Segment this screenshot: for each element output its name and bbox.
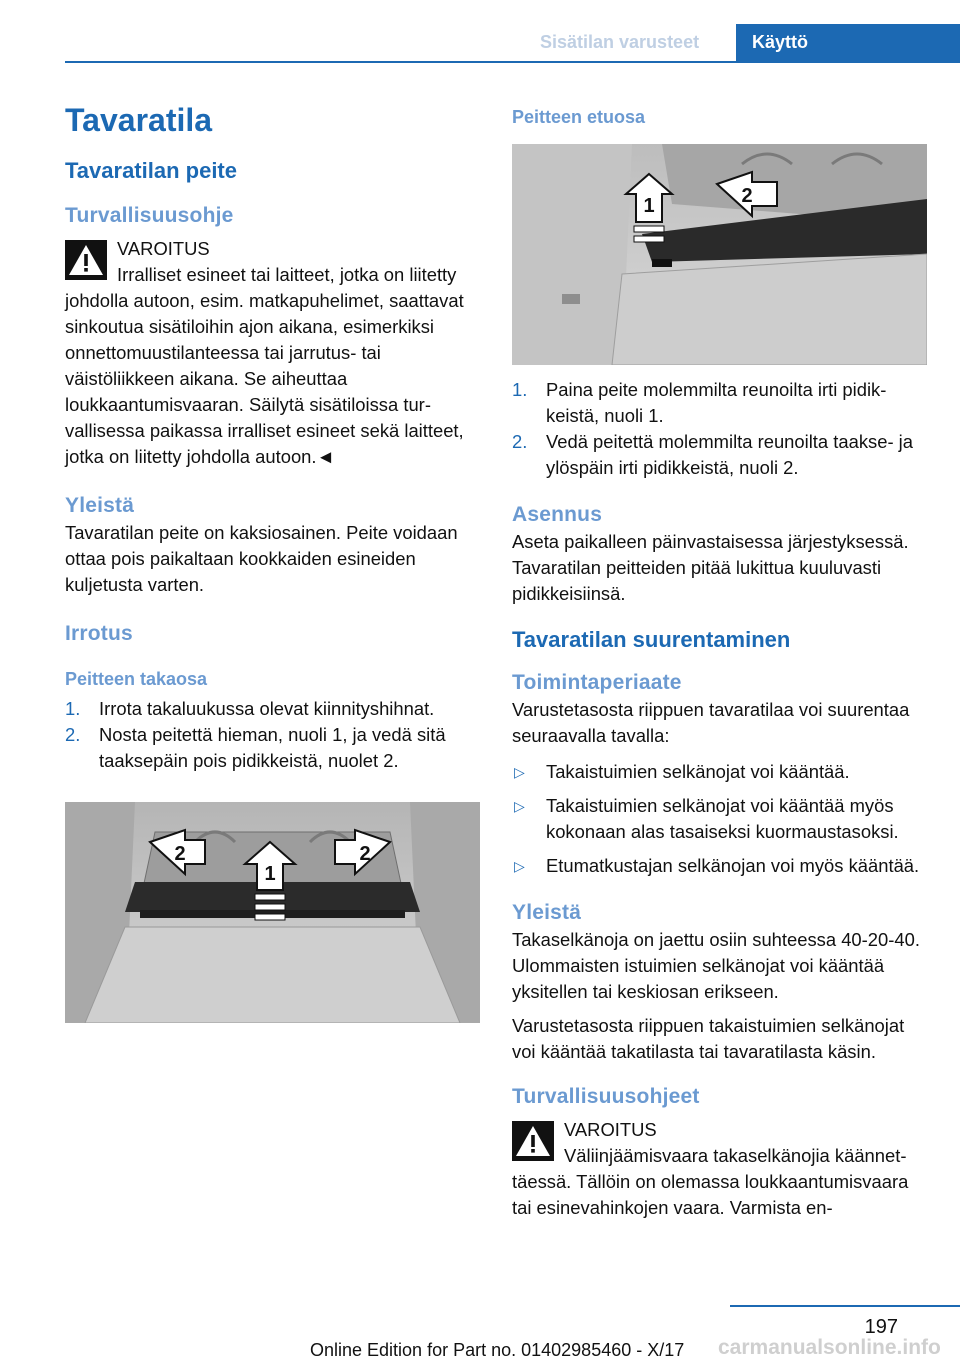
warning-icon (512, 1121, 554, 1161)
general-heading-right: Yleistä (512, 901, 582, 924)
front-steps-list (512, 377, 928, 481)
right-column (512, 90, 928, 1221)
arrow-label: 1 (264, 863, 276, 885)
section-heading-cover: Tavaratilan peite (65, 158, 237, 183)
warning-text: Irralliset esineet tai laitteet, jotka on liitetty johdolla autoon, esim. matkapuhelimet, saattavat sinkoutua sisätiloihin ajon aikana, esimerkiksi onnettomuustilanteessa tai jarrutus- tai väistöliikkeen aikana. Se aiheuttaa loukkaantumisvaaran. Säilytä sisätiloissa turvallisessa paikassa irralliset esineet sekä laitteet, jotka on liitetty johdolla autoon.◄ (65, 264, 464, 467)
page-number: 197 (864, 1316, 898, 1338)
step-number: 2. (512, 431, 528, 452)
edition-text: Online Edition for Part no. 01402985460 - X/17 (310, 1340, 685, 1360)
step-text: Vedä peitettä molemmilta reunoilta taakse- ja ylöspäin irti pidikkeistä, nuoli 2. (546, 431, 913, 478)
arrow-label: 1 (643, 195, 655, 217)
rear-heading: Peitteen takaosa (65, 669, 208, 689)
list-item (65, 696, 481, 722)
left-column (65, 90, 481, 1023)
list-item (512, 793, 928, 845)
step-number: 2. (65, 724, 81, 745)
warning-text: Väliinjäämisvaara takaselkänojia käännettäessä. Tällöin on olemassa loukkaantumisvaara tai esinevahinkojen vaara. Varmista en- (512, 1145, 909, 1218)
front-cover-photo (512, 144, 927, 365)
rear-cover-photo (65, 802, 480, 1023)
warning-block-right (512, 1117, 928, 1221)
enlarge-heading: Tavaratilan suurentaminen (512, 627, 791, 652)
arrow-label: 2 (359, 843, 371, 865)
general-text-2: Varustetasosta riippuen takaistuimien selkänojat voi kääntää takatilasta tai tavaratilasta käsin. (512, 1015, 905, 1062)
trunk-rear-illustration (65, 802, 480, 1023)
bullet-triangle-icon: ▷ (514, 858, 525, 874)
bullet-text: Etumatkustajan selkänojan voi myös kääntää. (546, 855, 920, 876)
header-active-tab: Käyttö (736, 24, 960, 63)
footer-rule (730, 1305, 960, 1307)
install-heading: Asennus (512, 503, 603, 526)
header-section-tab: Sisätilan varusteet (540, 32, 700, 52)
rear-steps-list (65, 696, 481, 774)
warning-block (65, 236, 481, 470)
safety-heading: Turvallisuusohje (65, 204, 234, 227)
principle-text: Varustetasosta riippuen tavaratilaa voi suurentaa seuraavalla tavalla: (512, 699, 910, 746)
front-heading: Peitteen etuosa (512, 107, 646, 127)
list-item (512, 759, 928, 785)
warning-icon (65, 240, 107, 280)
step-text: Nosta peitettä hieman, nuoli 1, ja vedä sitä taaksepäin pois pidikkeistä, nuolet 2. (99, 724, 446, 771)
general-text: Tavaratilan peite on kaksiosainen. Peite voidaan ottaa pois paikaltaan kookkaiden esineiden kuljetusta varten. (65, 522, 458, 595)
list-item (512, 377, 928, 429)
arrow-label: 2 (174, 843, 186, 865)
bullet-text: Takaistuimien selkänojat voi kääntää. (546, 761, 850, 782)
principle-heading: Toimintaperiaate (512, 671, 682, 694)
header-rule (65, 61, 960, 63)
general-text-1: Takaselkänoja on jaettu osiin suhteessa 40-20-40. Ulommaisten istuimien selkänojat voi kääntää yksitellen tai keskiosan erikseen. (512, 929, 920, 1002)
safety-heading-right: Turvallisuusohjeet (512, 1085, 700, 1108)
general-heading: Yleistä (65, 494, 135, 517)
watermark: carmanualsonline.info (718, 1336, 941, 1359)
list-item (65, 722, 481, 774)
warning-label: VAROITUS (564, 1119, 657, 1140)
list-item (512, 429, 928, 481)
bullet-text: Takaistuimien selkänojat voi kääntää myös kokonaan alas tasaiseksi kuormaustasoksi. (546, 795, 899, 842)
step-text: Paina peite molemmilta reunoilta irti pidikkeistä, nuoli 1. (546, 379, 887, 426)
step-number: 1. (512, 379, 528, 400)
page-title: Tavaratila (65, 102, 213, 138)
removal-heading: Irrotus (65, 622, 133, 645)
install-text: Aseta paikalleen päinvastaisessa järjestyksessä. Tavaratilan peitteiden pitää lukittua kuuluvasti pidikkeisiinsä. (512, 531, 909, 604)
list-item (512, 853, 928, 879)
enlarge-options-list (512, 759, 928, 879)
step-text: Irrota takaluukussa olevat kiinnityshihnat. (99, 698, 435, 719)
trunk-front-illustration (512, 144, 927, 365)
bullet-triangle-icon: ▷ (514, 798, 525, 814)
warning-label: VAROITUS (117, 238, 210, 259)
step-number: 1. (65, 698, 81, 719)
bullet-triangle-icon: ▷ (514, 764, 525, 780)
arrow-label: 2 (741, 185, 753, 207)
